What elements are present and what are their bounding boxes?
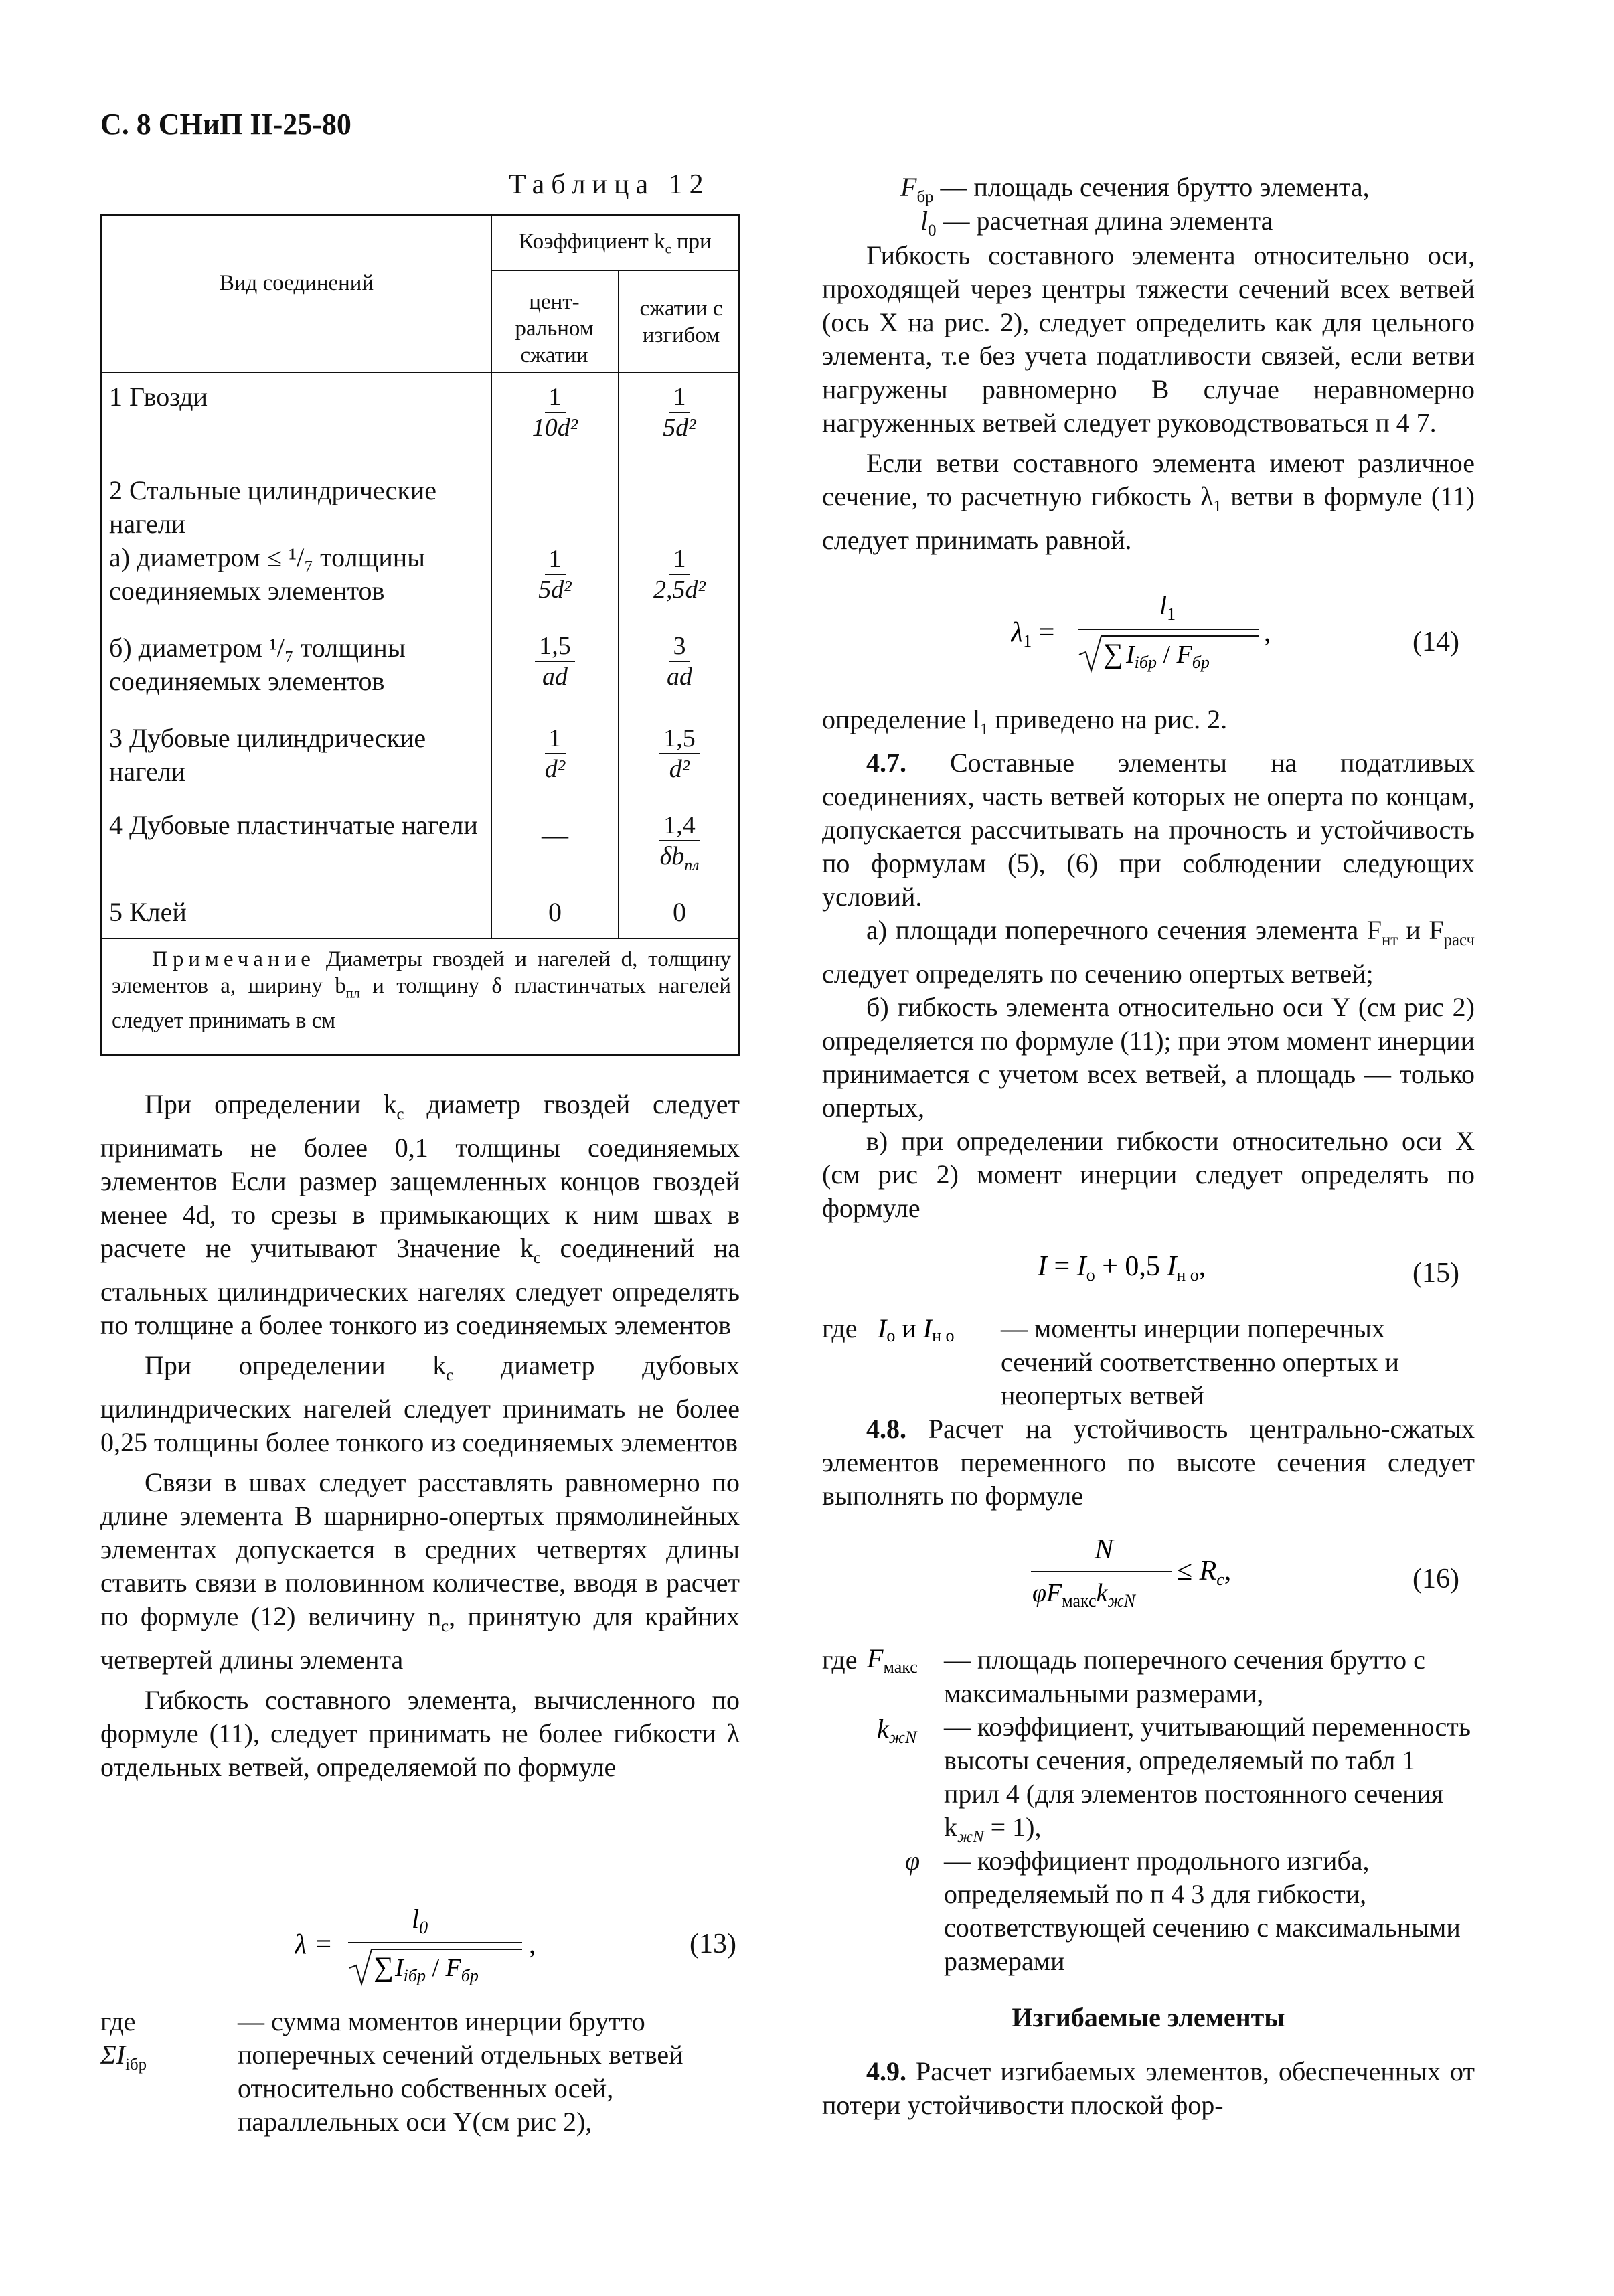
row-5-bending: 0 [673, 897, 686, 927]
section-4-7-c: в) при определении гибкости относительно оси X (см рис 2) момент инерции следует определять по формуле [822, 1126, 1475, 1223]
col-header-type: Вид соединений [219, 271, 374, 295]
equation-13 [295, 1901, 576, 1988]
equation-15-number: (15) [1413, 1258, 1459, 1289]
right-p3-b: приведено на рис. 2. [995, 704, 1228, 734]
frac-num: 1 [545, 382, 566, 413]
section-4-9-text: Расчет изгибаемых элементов, обеспеченных от потери устойчивости плоской фор- [822, 2056, 1475, 2120]
col-header-coef-sub: с [665, 242, 671, 257]
left-p2-b: диаметр дубовых цилиндрических нагелей следует принимать не более 0,25 толщины более тонкого из соединяемых элементов [100, 1350, 740, 1457]
section-4-8-text: Расчет на устойчивость центрально-сжатых элементов переменного по высоте сечения следует выполнять по формуле [822, 1414, 1475, 1511]
where15-text: — моменты инерции поперечных сечений соответственно опертых и неопертых ветвей [1001, 1313, 1400, 1410]
left-p3-a: Связи в швах следует расставлять равномерно по длине элемента В шарнирно-опертых прямолинейных элементах допускается в средних четвертях длины ставить связи в половинном количестве, вводя в расчет по формуле (12) величину n [100, 1467, 740, 1631]
svg-text:Fмакс: $F_{макс}$ [866, 1646, 918, 1675]
left-p1-b: диаметр гвоздей следует принимать не более 0,1 толщины соединяемых элементов Если размер защемленных концов гвоздей менее 4d, то срезы в примыкающих к ним швах в расчете не учитывают Значение k [100, 1089, 740, 1263]
row-2a-central [492, 544, 618, 604]
left-p2 [100, 1349, 740, 1459]
frac-den: 2,5d² [653, 576, 706, 604]
section-4-9-p [822, 2055, 1475, 2122]
def-kzn-tail: = 1), [990, 1812, 1042, 1842]
table-note [112, 946, 731, 1034]
svg-text:l0: $l_0$ [412, 1904, 428, 1937]
row-4-bending [619, 811, 740, 880]
row-3-central [492, 724, 618, 784]
section-4-8-p [822, 1412, 1475, 1513]
section-4-7-a [822, 914, 1475, 991]
svg-text:l1: $l_1$ [1159, 590, 1176, 624]
where16-word: где [822, 1645, 858, 1675]
frac-num: 1 [545, 724, 566, 754]
left-p3-sub: с [441, 1617, 449, 1635]
s47a-rest: следует определять по сечению опертых ветвей; [822, 959, 1374, 989]
row-3-bending [619, 724, 740, 784]
def-l0-sym: l [920, 206, 929, 236]
frac-den-sub: пл [684, 856, 700, 874]
fmax-sym-svg [864, 1646, 938, 1675]
left-p3 [100, 1466, 740, 1677]
def-kzn-text: — коэффициент, учитывающий переменность высоты сечения, определяемый по табл 1 прил 4 (для элементов постоянного сечения k [944, 1712, 1471, 1842]
frac-den: ad [667, 663, 692, 691]
frac-den: ad [542, 663, 568, 691]
right-p2-a: Если ветви составного элемента имеют различное сечение, то расчетную гибкость λ [822, 448, 1475, 511]
equation-15-svg [1038, 1245, 1319, 1292]
svg-text:∑: ∑ [374, 1952, 394, 1983]
section-4-7-b: б) гибкость элемента относительно оси Y (см рис 2) определяется по формуле (11); при этом момент инерции принимается с учетом всех ветвей, а площадь — только опертых, [822, 992, 1475, 1123]
s47a-a: а) площади поперечного сечения элемента F [866, 915, 1382, 945]
section-4-9-number: 4.9. [866, 2056, 906, 2086]
def-kzn: — коэффициент, учитывающий переменность высоты сечения, определяемый по табл 1 прил 4 (для элементов постоянного сечения $k_{жN} = 1$), [944, 1712, 1471, 1846]
frac-num: 1,5 [659, 724, 700, 754]
frac-den: d² [544, 755, 566, 783]
page-header: С. 8 СНиП II-25-80 [100, 108, 351, 141]
frac-num: 1 [669, 544, 690, 575]
col-header-coef-text: Коэффициент k [519, 230, 665, 254]
row-2a-bending [619, 544, 740, 604]
frac-num: 1,5 [535, 631, 575, 662]
right-p3 [822, 703, 1475, 746]
def-fmax-text: — площадь поперечного сечения брутто с максимальными размерами, [944, 1645, 1425, 1708]
left-p1 [100, 1088, 740, 1342]
row-5-label: 5 Клей [109, 897, 187, 927]
svg-text:,: , [529, 1929, 536, 1960]
left-p2-sub: с [446, 1366, 454, 1384]
right-p3-sub: 1 [980, 720, 989, 738]
frac-num: 1 [669, 382, 690, 413]
def-fbr-sub: бр [916, 188, 934, 206]
note-text-2: и толщину δ пластинчатых нагелей следует принимать в см [112, 974, 732, 1033]
right-p2-sub: 1 [1213, 497, 1222, 515]
frac-den: 5d² [663, 414, 696, 442]
row-5-central: 0 [548, 897, 562, 927]
section-4-9 [822, 2055, 1475, 2122]
svg-text:I = Iо + 0,5 Iн о,: I = Iо + 0,5 Iн о, [1038, 1251, 1206, 1285]
equation-16 [1031, 1526, 1312, 1627]
def-kzn-symbol [870, 1714, 944, 1747]
equation-13-svg [295, 1901, 576, 1988]
right-p1: Гибкость составного элемента относительно оси, проходящей через центры тяжести сечений всех ветвей (ось X на рис. 2), следует определить как для цельного элемента, т.е без учета податливости связей, если ветви нагружены равномерно В случае неравномерно нагруженных ветвей следует руководствоваться п 4 7. [822, 240, 1475, 438]
frac-num: 1,4 [659, 811, 700, 841]
right-p2-b: ветви в формуле (11) следует принимать равной. [822, 481, 1475, 555]
row-1-label: 1 Гвозди [109, 382, 208, 412]
heading-bending: Изгибаемые элементы [1012, 2002, 1285, 2032]
right-p2 [822, 446, 1475, 557]
frac-den: d² [669, 755, 690, 783]
section-4-7-number: 4.7. [866, 748, 906, 778]
left-body [100, 1088, 740, 1784]
section-4-7 [822, 746, 1475, 914]
def-phi-text: — коэффициент продольного изгиба, определяемый по п 4 3 для гибкости, соответствующей сечению с максимальными размерами [944, 1846, 1461, 1976]
row-1-central [492, 382, 618, 442]
where-symbol: ΣI [100, 2040, 126, 2070]
equation-16-svg [1031, 1526, 1312, 1627]
table-caption: Таблица 12 [509, 169, 710, 200]
note-sub: пл [345, 986, 360, 1001]
row-3-label: 3 Дубовые цилиндрические нагели [109, 723, 426, 787]
svg-text:λ1 =: λ1 = [1011, 617, 1055, 651]
frac-num: 1 [545, 544, 566, 575]
equation-14-number: (14) [1413, 627, 1459, 657]
def-l0-text: — расчетная длина элемента [943, 206, 1273, 236]
where-sub: iбр [125, 2056, 147, 2074]
col-header-bending: сжатии с изгибом [639, 297, 723, 347]
row-4-label: 4 Дубовые пластинчатые нагели [109, 810, 478, 840]
left-where-label [100, 2005, 181, 2082]
s47a-sub2: расч [1443, 931, 1475, 949]
section-4-7-text: Составные элементы на податливых соединениях, часть ветвей которых не оперта по концам, допускается рассчитывать на прочность и устойчивость по формулам (5), (6) при соблюдении следующих условий. [822, 748, 1475, 912]
equation-14 [1011, 582, 1292, 676]
s47a-sub1: нт [1381, 931, 1398, 949]
svg-text:Iiбр / Fбр: $I_{iбр} / F_{бр}$ [395, 1954, 479, 1985]
svg-text:≤ Rc,: ≤ Rc, [1177, 1556, 1232, 1589]
row-2b-bending [619, 631, 740, 691]
row-1-bending [619, 382, 740, 442]
left-p4: Гибкость составного элемента, вычисленного по формуле (11), следует принимать не более гибкости λ отдельных ветвей, определяемой по формуле [100, 1685, 740, 1782]
section-4-8-number: 4.8. [866, 1414, 906, 1444]
kzn-sym-svg [870, 1714, 944, 1747]
frac-den: 10d² [532, 414, 578, 442]
row-2b-central [492, 631, 618, 691]
svg-text:∑: ∑ [1103, 639, 1123, 669]
left-p3-b: , принятую для крайних четвертей длины элемента [100, 1601, 740, 1675]
table-12 [100, 214, 740, 1056]
svg-text:kжN: $k_{жN}$ [877, 1714, 917, 1747]
def-fmax-symbol [822, 1643, 943, 1677]
def-fbr-text: — площадь сечения брутто элемента, [940, 172, 1370, 202]
def-fbr-sym: F [900, 172, 917, 202]
left-p1-c: соединений на стальных цилиндрических нагелях следует определять по толщине a более тонкого из соединяемых элементов [100, 1233, 740, 1340]
svg-text:N: N [1095, 1534, 1114, 1565]
svg-text:,: , [1264, 617, 1271, 648]
left-p1-a: При определении k [145, 1089, 397, 1119]
where15-label [822, 1312, 996, 1345]
def-phi-symbol: φ [905, 1846, 920, 1876]
where15-symbols [864, 1316, 978, 1343]
row-2-label: 2 Стальные цилиндрические нагели [109, 475, 437, 539]
equation-15 [1038, 1245, 1319, 1292]
note-label: Примечание [152, 947, 315, 971]
where-label: где [100, 2006, 136, 2036]
right-body-1 [822, 239, 1475, 557]
equation-13-number: (13) [690, 1929, 736, 1959]
section-4-8 [822, 1412, 1475, 1513]
svg-text:Iiбр / Fбр: $I_{iбр} / F_{бр}$ [1126, 641, 1210, 672]
note-text-1: Диаметры гвоздей и нагелей d, толщину элементов a, ширину b [112, 947, 731, 998]
svg-text:λ =: λ = [295, 1929, 333, 1960]
left-p1-sub2: с [533, 1249, 541, 1267]
col-header-central: цент-ральном сжатии [515, 290, 594, 367]
equation-14-svg [1011, 582, 1292, 676]
left-where-text: — сумма моментов инерции брутто поперечных сечений отдельных ветвей относительно собственных осей, параллельных оси Y(см рис 2), [238, 2006, 683, 2137]
svg-text:φFмаксkжN: $\varphi F_{макс}k_{жN}$ [1032, 1579, 1135, 1611]
s47a-mid: и F [1406, 915, 1444, 945]
def-l0-sub: 0 [928, 222, 937, 240]
svg-text:Iо и Iн о: Iо и Iн о [877, 1316, 955, 1343]
col-header-coef-tail: при [676, 230, 712, 254]
where15-word: где [822, 1313, 858, 1343]
row-2a-label: а) диаметром ≤ ¹/₇ толщины соединяемых элементов [109, 542, 426, 606]
right-p3-a: определение l [822, 704, 981, 734]
frac-den: 5d² [538, 576, 572, 604]
frac-num: 3 [669, 631, 690, 662]
equation-16-number: (16) [1413, 1564, 1459, 1594]
col-header-coef [491, 228, 740, 263]
row-2b-label: б) диаметром ¹/₇ толщины соединяемых элементов [109, 633, 406, 696]
left-p1-sub: с [396, 1105, 404, 1123]
row-4-central: — [542, 820, 568, 850]
left-p2-a: При определении k [145, 1350, 447, 1380]
right-body-2 [822, 703, 1475, 1225]
frac-den: δb [659, 842, 685, 870]
